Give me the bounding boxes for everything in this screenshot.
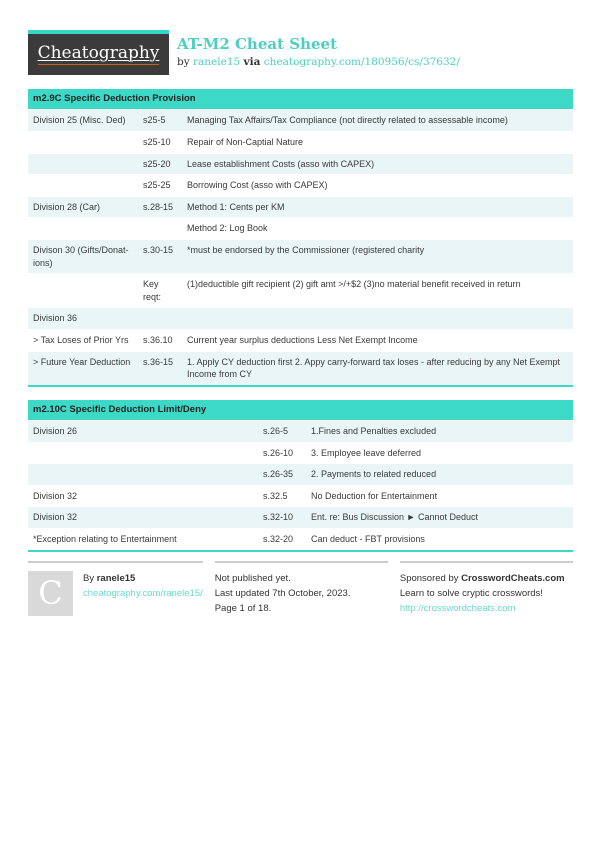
publish-status: Not published yet. xyxy=(214,572,291,584)
table-body xyxy=(28,109,573,384)
table-row xyxy=(28,329,573,351)
table-cell: Method 1: Cents per KM xyxy=(187,201,285,212)
byline xyxy=(177,56,460,68)
table-cell: Division 26 xyxy=(33,426,78,437)
table-cell xyxy=(138,308,182,329)
table-specific-deduction-limit-deny xyxy=(28,400,573,552)
table-row xyxy=(28,239,573,273)
table-cell: Division 28 (Car) xyxy=(33,201,101,212)
table-cell: 1.Fines and Penalties excluded xyxy=(311,426,437,437)
table-cell: s.32.5 xyxy=(263,490,288,501)
table-cell: Division 32 xyxy=(33,512,78,523)
table-cell: *must be endorsed by the Commissioner (registered charity xyxy=(187,244,425,255)
table-row xyxy=(28,196,573,218)
last-updated: Last updated 7th October, 2023. xyxy=(214,587,351,599)
table-cell: > Tax Loses of Prior Yrs xyxy=(33,334,129,345)
byline-via-label: via xyxy=(243,55,261,68)
table-cell: > Future Year Deduction xyxy=(33,356,131,367)
footer-author-profile-link[interactable]: cheatography.com/ranele15/ xyxy=(83,587,203,599)
table-cell: Current year surplus deductions Less Net Exempt Income xyxy=(187,334,418,345)
table-row xyxy=(28,153,573,175)
sponsor-tagline: Learn to solve cryptic crosswords! xyxy=(399,587,543,599)
table-cell: Can deduct - FBT provisions xyxy=(311,534,425,545)
cheatography-logo[interactable] xyxy=(28,30,169,75)
table-cell xyxy=(28,218,138,239)
footer-by-label: By xyxy=(83,572,95,584)
table-cell: Lease establishment Costs (asso with CAPEX) xyxy=(187,158,375,169)
table-cell: s25-25 xyxy=(143,180,171,191)
sponsor-prefix: Sponsored by xyxy=(399,572,459,584)
author-line xyxy=(83,571,203,586)
table-cell: s.28-15 xyxy=(143,201,174,212)
page-number: Page 1 of 18. xyxy=(214,602,272,614)
table-cell: s25-10 xyxy=(143,136,171,147)
table-cell xyxy=(28,464,258,485)
byline-by-label: by xyxy=(177,55,190,68)
table-cell xyxy=(28,154,138,175)
table-row xyxy=(28,463,573,485)
table-cell xyxy=(182,308,573,329)
table-cell: Divison 30 (Gifts/Donat-ions) xyxy=(33,244,129,268)
cheatography-logo-text: Cheatography xyxy=(37,42,160,63)
footer-author-column xyxy=(28,561,203,616)
footer xyxy=(28,561,573,616)
table-cell: 3. Employee leave deferred xyxy=(311,447,422,458)
table-cell: 2. Payments to related reduced xyxy=(311,469,437,480)
table-cell xyxy=(28,175,138,196)
table-row xyxy=(28,174,573,196)
table-cell: Managing Tax Affairs/Tax Compliance (not directly related to assessable income) xyxy=(187,115,508,126)
table-row xyxy=(28,420,573,442)
table-cell: Method 2: Log Book xyxy=(187,223,268,234)
table-row xyxy=(28,217,573,239)
title-block xyxy=(177,30,460,68)
footer-meta-column xyxy=(215,561,388,616)
table-cell: Division 36 xyxy=(33,313,78,324)
table-cell: Division 32 xyxy=(33,490,78,501)
table-cell: s.32-10 xyxy=(263,512,294,523)
table-cell: Key reqt: xyxy=(143,279,162,302)
table-specific-deduction-provision xyxy=(28,89,573,387)
table-row xyxy=(28,131,573,153)
table-cell xyxy=(28,274,138,307)
sponsor-name: CrosswordCheats.com xyxy=(461,572,565,584)
table-cell: s.36.10 xyxy=(143,334,173,345)
table-cell: Repair of Non-Captial Nature xyxy=(187,136,304,147)
table-cell: (1)deductible gift recipient (2) gift amt >/+$2 (3)no material benefit received in return xyxy=(187,279,521,290)
table-cell xyxy=(138,218,182,239)
table-cell: s.26-35 xyxy=(263,469,294,480)
header xyxy=(28,30,573,75)
table-cell: s.36-15 xyxy=(143,356,174,367)
table-cell: Ent. re: Bus Discussion ► Cannot Deduct xyxy=(311,512,478,523)
table-cell xyxy=(28,132,138,153)
table-row xyxy=(28,528,573,550)
table-row xyxy=(28,109,573,131)
table-cell: Division 25 (Misc. Ded) xyxy=(33,115,126,126)
table-row xyxy=(28,442,573,464)
table-cell: *Exception relating to Entertainment xyxy=(33,534,177,545)
table-cell xyxy=(28,443,258,464)
table-cell: s.26-5 xyxy=(263,426,289,437)
table-cell: No Deduction for Entertainment xyxy=(311,490,438,501)
byline-sheet-url-link[interactable]: cheatography.com/180956/cs/37632/ xyxy=(263,55,460,68)
table-cell: s25-5 xyxy=(143,115,166,126)
table-cell: s.26-10 xyxy=(263,447,294,458)
table-row xyxy=(28,485,573,507)
table-cell: Borrowing Cost (asso with CAPEX) xyxy=(187,180,328,191)
sponsor-line xyxy=(400,571,573,586)
avatar-letter: C xyxy=(38,574,63,613)
page-title: AT-M2 Cheat Sheet xyxy=(177,35,337,53)
table-body xyxy=(28,420,573,550)
byline-author-link[interactable]: ranele15 xyxy=(193,55,241,68)
sponsor-link[interactable]: http://crosswordcheats.com xyxy=(399,602,516,614)
table-row xyxy=(28,351,573,385)
footer-sponsor-column xyxy=(400,561,573,616)
table-row xyxy=(28,273,573,307)
author-info xyxy=(83,571,203,616)
table-cell: s.32-20 xyxy=(263,534,294,545)
table-row xyxy=(28,506,573,528)
table-row xyxy=(28,307,573,329)
table-cell: s25-20 xyxy=(143,158,171,169)
table-cell: 1. Apply CY deduction first 2. Appy carry-forward tax loses - after reducing by any Net Exempt Income from CY xyxy=(187,356,561,380)
footer-author-name: ranele15 xyxy=(96,572,136,584)
table-header-m2-9c: m2.9C Specific Deduction Provision xyxy=(28,89,573,109)
table-cell: s.30-15 xyxy=(143,244,174,255)
avatar[interactable] xyxy=(28,571,73,616)
table-header-m2-10c: m2.10C Specific Deduction Limit/Deny xyxy=(28,400,573,420)
